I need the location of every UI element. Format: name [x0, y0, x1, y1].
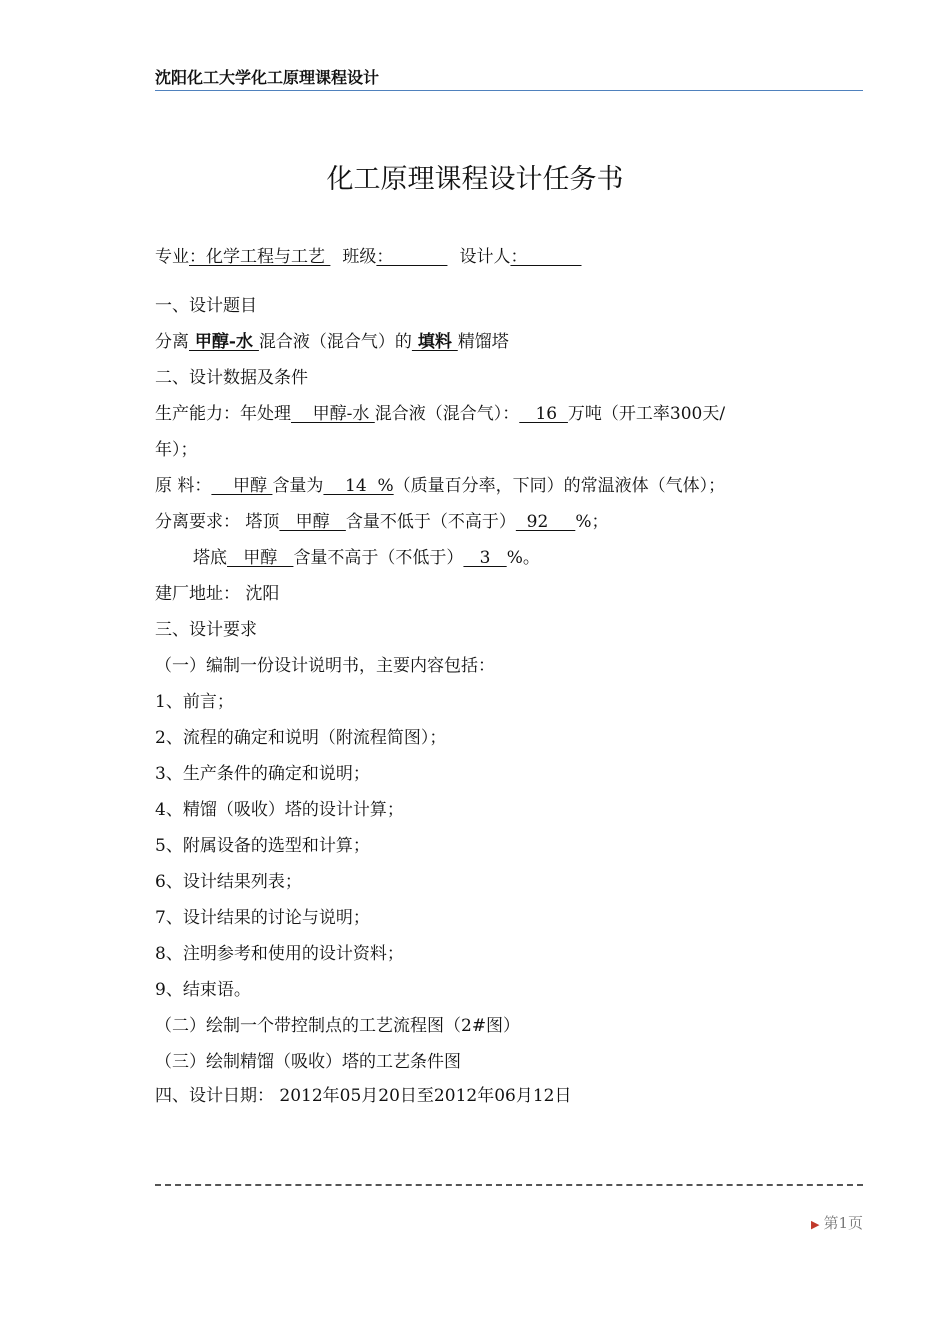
major-value: ：化学工程与工艺: [189, 247, 331, 267]
list-item: 4、精馏（吸收）塔的设计计算；: [155, 800, 404, 820]
separation-bottom-line: [193, 546, 540, 570]
header-text: 沈阳化工大学化工原理课程设计: [155, 68, 380, 87]
list-item: 1、前言；: [155, 692, 234, 712]
raw-label: 原 料：: [155, 476, 212, 496]
major-label: 专业: [155, 247, 189, 267]
page-header: [155, 68, 863, 91]
footer-divider: [155, 1184, 863, 1186]
list-item: 2、流程的确定和说明（附流程简图）；: [155, 728, 447, 748]
topic-prefix: 分离: [155, 332, 189, 352]
list-item: 6、设计结果列表；: [155, 872, 302, 892]
info-line: [155, 245, 582, 269]
sec3-sub2: （二）绘制一个带控制点的工艺流程图（2#图）: [155, 1016, 521, 1036]
top-end: %；: [575, 512, 609, 532]
raw-percent: 14 %: [323, 476, 394, 496]
capacity-label: 生产能力：年处理: [155, 404, 291, 424]
page-number: 第1页: [823, 1214, 863, 1232]
topic-middle: 混合液（混合气）的: [258, 332, 412, 352]
capacity-end: 万吨（开工率300天/: [567, 404, 726, 424]
list-item: 9、结束语。: [155, 980, 251, 1000]
bottom-percent: 3: [463, 548, 507, 568]
site-line: 建厂地址： 沈阳: [155, 584, 280, 604]
list-item: 8、注明参考和使用的设计资料；: [155, 944, 404, 964]
bottom-mid: 含量不高于（不低于）: [293, 548, 464, 568]
list-item: 7、设计结果的讨论与说明；: [155, 908, 370, 928]
capacity-mid: 混合液（混合气）：: [374, 404, 520, 424]
bottom-component: 甲醇: [227, 548, 294, 568]
bottom-label: 塔底: [193, 548, 227, 568]
top-mid: 含量不低于（不高于）: [345, 512, 516, 532]
triangle-right-icon: ▶: [810, 1218, 820, 1231]
sec3-sub1: （一）编制一份设计说明书，主要内容包括：: [155, 656, 495, 676]
design-date: 四、设计日期： 2012年05月20日至2012年06月12日: [155, 1086, 572, 1106]
bottom-end: %。: [506, 548, 540, 568]
topic-mixture: 甲醇-水: [189, 332, 259, 352]
class-label: 班级: [342, 247, 377, 267]
capacity-mixture: 甲醇-水: [291, 404, 375, 424]
topic-packing: 填料: [411, 332, 458, 352]
design-topic: [155, 330, 509, 354]
top-percent: 92: [515, 512, 576, 532]
topic-suffix: 精馏塔: [457, 332, 509, 352]
separation-top-line: [155, 510, 608, 534]
sec1-heading: 一、设计题目: [155, 296, 257, 316]
class-value: ：: [376, 247, 448, 267]
designer-label: 设计人: [459, 247, 511, 267]
capacity-line-2: 年）；: [155, 440, 198, 460]
separation-label: 分离要求： 塔顶: [155, 512, 280, 532]
capacity-line: [155, 402, 725, 426]
capacity-amount: 16: [519, 404, 568, 424]
document-title: 化工原理课程设计任务书: [326, 164, 624, 195]
list-item: 5、附属设备的选型和计算；: [155, 836, 370, 856]
raw-end: （质量百分率，下同）的常温液体（气体）；: [393, 476, 726, 496]
list-item: 3、生产条件的确定和说明；: [155, 764, 370, 784]
raw-component: 甲醇: [211, 476, 273, 496]
sec3-heading: 三、设计要求: [155, 620, 257, 640]
top-component: 甲醇: [279, 512, 346, 532]
raw-mid: 含量为: [272, 476, 324, 496]
sec2-heading: 二、设计数据及条件: [155, 368, 308, 388]
designer-value: ：: [510, 247, 582, 267]
page-footer: [811, 1212, 863, 1233]
raw-material-line: [155, 474, 725, 498]
sec3-sub3: （三）绘制精馏（吸收）塔的工艺条件图: [155, 1052, 461, 1072]
